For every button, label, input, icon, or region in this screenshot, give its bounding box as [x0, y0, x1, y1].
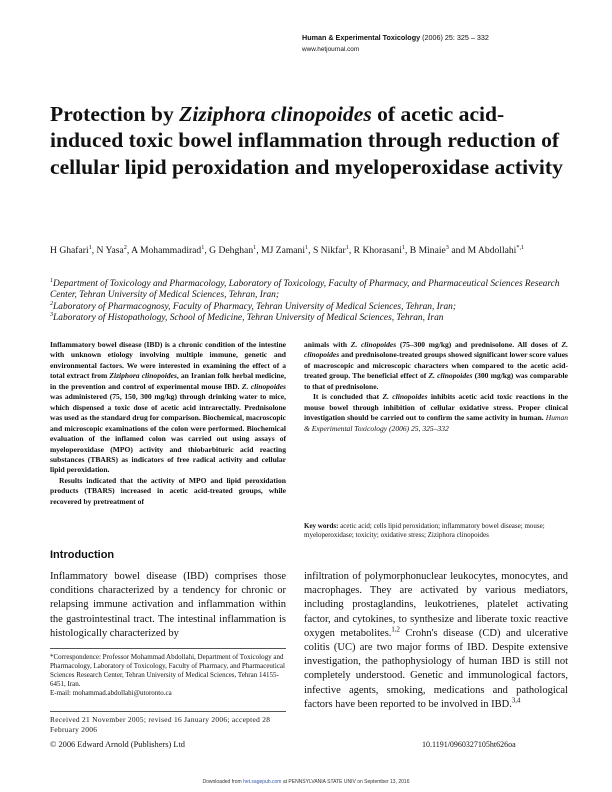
- keywords-label: Key words:: [304, 522, 339, 530]
- title-pre: Protection by: [50, 102, 180, 126]
- abstract-paragraph: Inflammatory bowel disease (IBD) is a chronic condition of the intestine with unknown etiology involving multiple immune, genetic and environmental factors. We were interested in examining the effect of a total extract from Ziziphora clinopoides, an Iranian folk herbal medicine, in the prevention and control of experimental mouse IBD. Z. clinopoides was administered (75, 150, 300 mg/kg) through drinking water to mice, which dispensed a toxic dose of acetic acid intrarectally. Prednisolone was used as the standard drug for comparison. Biochemical, macroscopic and microscopic examinations of the colon were performed. Biochemical evaluation of the inflamed colon was carried out using assays of myeloperoxidase (MPO) activity and thiobarbituric acid reacting substances (TBARS) as indicators of free radical activity and cellular lipid peroxidation.: [50, 340, 286, 475]
- author-conjunction: and: [451, 245, 466, 256]
- title-species: Ziziphora clinopoides: [179, 102, 372, 126]
- abstract-left-column: [50, 340, 286, 507]
- article-title: [50, 101, 570, 180]
- author-list: [50, 245, 570, 258]
- journal-year-volume: (2006) 25:: [422, 33, 455, 42]
- download-notice: Downloaded from het.sagepub.com at PENNSYLVANIA STATE UNIV on September 13, 2016: [202, 779, 410, 785]
- footnote-divider: [50, 648, 286, 649]
- abstract-paragraph: animals with Z. clinopoides (75–300 mg/kg) and prednisolone. All doses of Z. clinopoides and prednisolone-treated groups showed significant lower score values of macroscopic and microscopic characters when compared to the acetic acid-treated group. The beneficial effect of Z. clinopoides (300 mg/kg) was comparable to that of prednisolone.: [304, 340, 568, 391]
- author: S Nikfar$^1$,: [312, 243, 354, 256]
- affiliations: [50, 279, 580, 324]
- author: MJ Zamani$^1$,: [261, 243, 313, 256]
- intro-paragraph: infiltration of polymorphonuclear leukocytes, monocytes, and macrophages. They are activated by various mediators, including prostaglandins, leukotrienes, platelet activating factor, and cytokines, to synthesize and liberate toxic reactive oxygen metabolites.$^{1,2}$ Crohn's disease (CD) and ulcerative colitis (UC) are two major forms of IBD. Despite extensive investigation, the pathophysiology of human IBD is still not completely understood. Genetic and immunological factors, infective agents, smoking, medications and pathological factors have been reported to be involved in IBD.$^{3,4}$: [304, 571, 568, 710]
- intro-left-column: [50, 570, 286, 641]
- download-link[interactable]: het.sagepub.com: [243, 779, 282, 785]
- author: R Khorasani$^1$,: [353, 243, 410, 256]
- title-post: of acetic acid-induced toxic bowel inflammation through reduction of cellular lipid peroxidation and myeloperoxidase activity: [50, 102, 563, 179]
- author-corresponding: M Abdollahi$^{*,1}$: [467, 243, 525, 256]
- author: H Ghafari$^1$,: [50, 243, 97, 256]
- section-heading-introduction: Introduction: [50, 549, 115, 561]
- abstract-right-column: [304, 340, 568, 434]
- correspondence-email[interactable]: E-mail: mohammad.abdollahi@utoronto.ca: [50, 689, 172, 697]
- footnote-divider: [50, 711, 286, 712]
- author: G Dehghan$^1$,: [209, 243, 262, 256]
- correspondence-text: *Correspondence: Professor Mohammad Abdollahi, Department of Toxicology and Pharmacology, Laboratory of Toxicology, Faculty of Pharmacy, and Pharmaceutical Sciences Research Center, Tehran University of Medical Sciences, Tehran 14155-6451, Iran.: [50, 653, 285, 688]
- author: B Minaie$^3$: [409, 243, 449, 256]
- reference-marker: 3,4: [511, 697, 521, 705]
- journal-url[interactable]: www.hetjournal.com: [302, 46, 360, 53]
- abstract-citation: Human & Experimental Toxicology (2006) 25, 325–332: [304, 413, 568, 433]
- copyright: © 2006 Edward Arnold (Publishers) Ltd: [50, 740, 185, 749]
- abstract-paragraph: It is concluded that Z. clinopoides inhibits acetic acid toxic reactions in the mouse bowel through inhibition of cellular oxidative stress. Proper clinical investigation should be carried out to confirm the same activity in human. Human & Experimental Toxicology (2006) 25, 325–332: [304, 392, 568, 433]
- doi[interactable]: 10.1191/0960327105ht626oa: [422, 740, 516, 749]
- reference-marker: 1,2: [391, 626, 400, 634]
- affiliation: $^3$Laboratory of Histopathology, School of Medicine, Tehran University of Medical Sciences, Tehran, Iran: [50, 311, 444, 323]
- abstract-paragraph: Results indicated that the activity of MPO and lipid peroxidation products (TBARS) increased in acetic acid-treated groups, while recovered by pretreatment of: [50, 475, 286, 506]
- affiliation: $^1$Department of Toxicology and Pharmacology, Laboratory of Toxicology, Faculty of Pharmacy, and Pharmaceutical Sciences Research Center, Tehran University of Medical Sciences, Tehran, Iran;: [50, 277, 560, 301]
- intro-right-column: [304, 570, 568, 712]
- keywords: [304, 522, 568, 540]
- affiliation: $^2$Laboratory of Pharmacognosy, Faculty of Pharmacy, Tehran University of Medical Sciences, Tehran, Iran;: [50, 300, 456, 312]
- correspondence-note: [50, 653, 286, 698]
- journal-citation: [302, 33, 489, 42]
- author: A Mohammadirad$^1$,: [131, 243, 210, 256]
- journal-pages: 325 – 332: [456, 33, 489, 42]
- intro-paragraph: Inflammatory bowel disease (IBD) comprises those conditions characterized by a tendency for chronic or relapsing immune activation and inflammation within the gastrointestinal tract. The intestinal inflammation is histologically characterized by: [50, 571, 286, 639]
- author: N Yasa$^2$,: [96, 243, 132, 256]
- journal-name: Human & Experimental Toxicology: [302, 33, 421, 42]
- received-dates: Received 21 November 2005; revised 16 January 2006; accepted 28 February 2006: [50, 715, 271, 734]
- keywords-text: acetic acid; cells lipid peroxidation; inflammatory bowel disease; mouse; myeloperoxidase; toxicity; oxidative stress; Ziziphora clinopoides: [304, 522, 545, 540]
